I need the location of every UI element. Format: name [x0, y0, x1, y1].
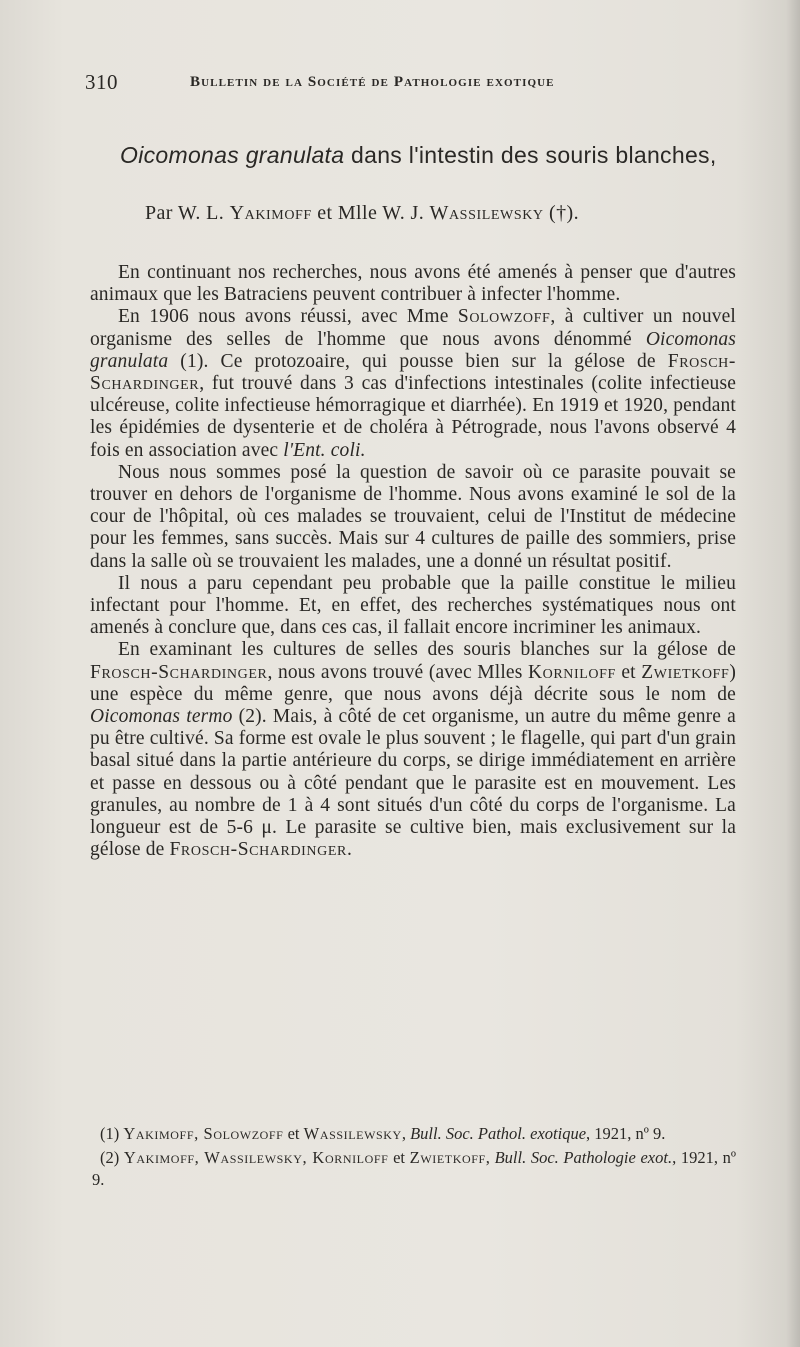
medium-name: Frosch-Schardinger — [169, 839, 347, 861]
author-ref: Solowzoff — [457, 306, 551, 328]
paragraph-2: En 1906 nous avons réussi, avec Mme Solowzoff, à cultiver un nouvel organisme des selles de l'homme que nous avons dénommé Oicomonas granulata (1). Ce protozoaire, qui pousse bien sur la gélose de Frosch-Schardinger, fut trouvé dans 3 cas d'infections intestinales (colite infectieuse ulcéreuse, colite infectieuse hémorragique et diarrhée). En 1919 et 1920, pendant les épidémies de dysenterie et de choléra à Pétrograde, nous l'avons observé 4 fois en association avec l'Ent. coli. — [90, 306, 737, 461]
medium-name: Frosch-Schardinger — [90, 350, 736, 395]
paragraph-3: Nous nous sommes posé la question de savoir où ce parasite pouvait se trouver en dehors de l'organisme de l'homme. Nous avons examiné le sol de la cour de l'hôpital, où ces malades se trouvaient, celui de l'Institut de médecine pour les femmes, sans succès. Mais sur 4 cultures de paille des sommiers, prise dans la salle où se trouvaient les malades, une a donné un résultat positif. — [90, 461, 736, 572]
page-number: 310 — [85, 70, 118, 94]
paragraph-1: En continuant nos recherches, nous avons été amenés à penser que d'autres animaux que les Batraciens peuvent contribuer à infecter l'homme. — [90, 262, 736, 306]
byline-author-2: Wassilewsky — [429, 202, 544, 224]
byline-prefix: Par W. L. — [145, 202, 230, 224]
footnote-2: (2) Yakimoff, Wassilewsky, Korniloff et Zwietkoff, Bull. Soc. Pathologie exot., 1921, nº 9. — [92, 1148, 736, 1189]
article-title-rest: dans l'intestin des souris blanches, — [344, 142, 717, 168]
byline-suffix: (†). — [543, 202, 579, 224]
footnotes — [92, 1123, 736, 1193]
journal-title: Bulletin de la Société de Pathologie exotique — [190, 74, 555, 90]
page-edge-shadow — [786, 0, 800, 1347]
article-title — [120, 142, 740, 169]
species-name: Oicomonas granulata — [90, 328, 736, 372]
byline — [145, 202, 579, 225]
article-body — [90, 262, 736, 861]
article-title-species: Oicomonas granulata — [120, 142, 345, 168]
running-head — [85, 70, 725, 104]
byline-author-1: Yakimoff — [229, 202, 312, 224]
footnote-1: (1) Yakimoff, Solowzoff et Wassilewsky, Bull. Soc. Pathol. exotique, 1921, nº 9. — [100, 1124, 666, 1143]
species-name: l'Ent. coli. — [283, 439, 366, 461]
species-name: Oicomonas termo — [90, 706, 233, 728]
paragraph-5: En examinant les cultures de selles des souris blanches sur la gélose de Frosch-Schardinger, nous avons trouvé (avec Mlles Korniloff et Zwietkoff) une espèce du même genre, que nous avons déjà décrite sous le nom de Oicomonas termo (2). Mais, à côté de cet organisme, un autre du même genre a pu être cultivé. Sa forme est ovale le plus souvent ; le flagelle, qui part d'un grain basal situé dans la partie antérieure du corps, se dirige immédiatement en arrière et passe en dessous ou à côté pendant que le parasite est en mouvement. Les granules, au nombre de 1 à 4 sont situés d'un côté du corps de l'organisme. La longueur est de 5-6 μ. Le parasite se cultive bien, mais exclusivement sur la gélose de Frosch-Schardinger. — [90, 639, 736, 861]
byline-middle: et Mlle W. J. — [311, 202, 430, 224]
author-ref: Zwietkoff — [641, 661, 730, 683]
author-ref: Korniloff — [527, 661, 616, 683]
paragraph-4: Il nous a paru cependant peu probable que la paille constitue le milieu infectant pour l'homme. Et, en effet, des recherches systématiques nous ont amenés à conclure que, dans ces cas, il fallait encore incriminer les animaux. — [90, 572, 736, 639]
medium-name: Frosch-Schardinger — [90, 661, 268, 683]
